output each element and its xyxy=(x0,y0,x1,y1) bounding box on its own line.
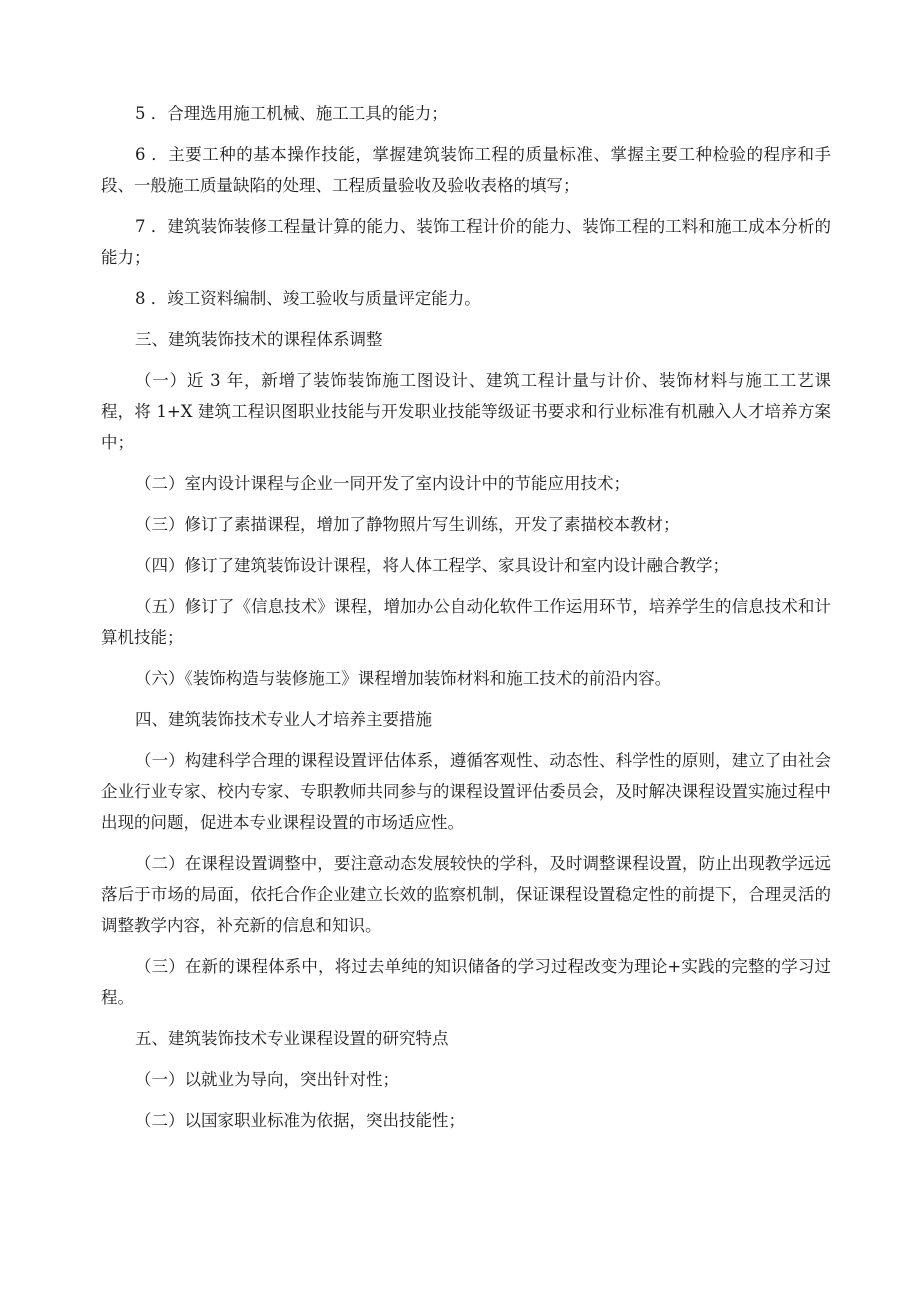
list-item-6: 6 ．主要工种的基本操作技能，掌握建筑装饰工程的质量标准、掌握主要工种检验的程序和手段、一般施工质量缺陷的处理、工程质量验收及验收表格的填写； xyxy=(101,145,831,195)
paragraph: （二）以国家职业标准为依据，突出技能性； xyxy=(135,1111,465,1130)
paragraph: （五）修订了《信息技术》课程，增加办公自动化软件工作运用环节，培养学生的信息技术和计算机技能； xyxy=(101,597,831,647)
paragraph: （六）《装饰构造与装修施工》课程增加装饰材料和施工技术的前沿内容。 xyxy=(135,669,672,688)
paragraph: （一）构建科学合理的课程设置评估体系，遵循客观性、动态性、科学性的原则，建立了由社会企业行业专家、校内专家、专职教师共同参与的课程设置评估委员会，及时解决课程设置实施过程中出现的问题，促进本专业课程设置的市场适应性。 xyxy=(101,751,831,832)
section-heading-3: 三、建筑装饰技术的课程体系调整 xyxy=(135,330,383,349)
section-heading-5: 五、建筑装饰技术专业课程设置的研究特点 xyxy=(135,1029,449,1048)
paragraph: （三）修订了素描课程，增加了静物照片写生训练，开发了素描校本教材； xyxy=(135,515,680,534)
list-item-5: 5 ．合理选用施工机械、施工工具的能力； xyxy=(135,104,448,123)
list-item-8: 8 ．竣工资料编制、竣工验收与质量评定能力。 xyxy=(135,289,481,308)
list-item-7: 7 ．建筑装饰装修工程量计算的能力、装饰工程计价的能力、装饰工程的工料和施工成本分析的能力； xyxy=(101,217,831,267)
document-body xyxy=(101,98,831,1146)
paragraph: （二）室内设计课程与企业一同开发了室内设计中的节能应用技术； xyxy=(135,474,630,493)
paragraph: （四）修订了建筑装饰设计课程，将人体工程学、家具设计和室内设计融合教学； xyxy=(135,556,729,575)
section-heading-4: 四、建筑装饰技术专业人才培养主要措施 xyxy=(135,710,432,729)
paragraph: （一）以就业为导向，突出针对性； xyxy=(135,1070,399,1089)
paragraph: （三）在新的课程体系中，将过去单纯的知识储备的学习过程改变为理论+实践的完整的学习过程。 xyxy=(101,957,831,1007)
paragraph: （一）近 3 年，新增了装饰装饰施工图设计、建筑工程计量与计价、装饰材料与施工工艺课程，将 1+X 建筑工程识图职业技能与开发职业技能等级证书要求和行业标准有机融入人才培养方案中； xyxy=(101,371,831,452)
paragraph: （二）在课程设置调整中，要注意动态发展较快的学科，及时调整课程设置，防止出现教学远远落后于市场的局面，依托合作企业建立长效的监察机制，保证课程设置稳定性的前提下，合理灵活的调整教学内容，补充新的信息和知识。 xyxy=(101,854,831,935)
